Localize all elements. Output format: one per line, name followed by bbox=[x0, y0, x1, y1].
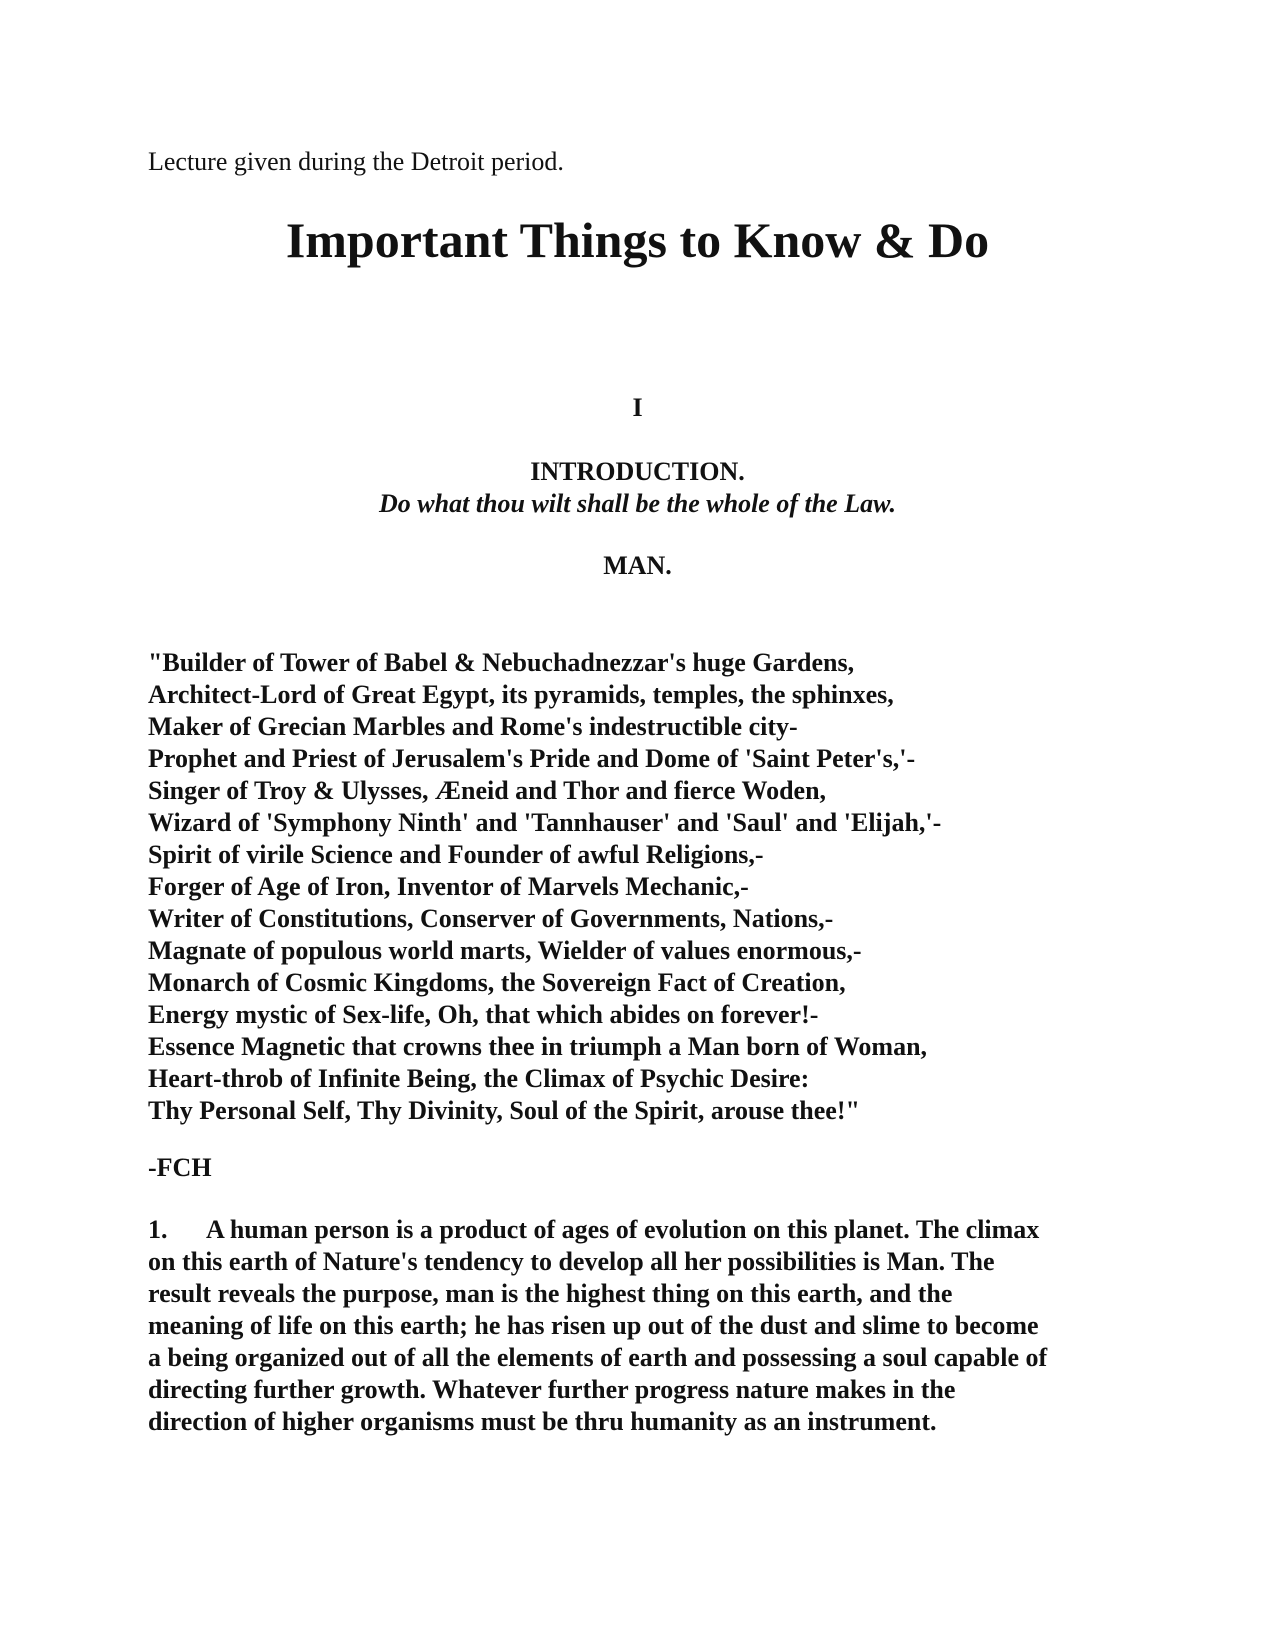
poem-line: Forger of Age of Iron, Inventor of Marvels Mechanic,- bbox=[148, 872, 749, 901]
paragraph-1 bbox=[148, 1214, 1128, 1438]
paragraph-line-text: A human person is a product of ages of evolution on this planet. The climax bbox=[206, 1215, 1040, 1244]
poem-line: Architect-Lord of Great Egypt, its pyramids, temples, the sphinxes, bbox=[148, 680, 894, 709]
poem-line: Monarch of Cosmic Kingdoms, the Sovereign Fact of Creation, bbox=[148, 968, 846, 997]
poem-line: Magnate of populous world marts, Wielder of values enormous,- bbox=[148, 936, 862, 965]
paragraph-line: directing further growth. Whatever further progress nature makes in the bbox=[148, 1375, 956, 1404]
poem-line: Wizard of 'Symphony Ninth' and 'Tannhauser' and 'Saul' and 'Elijah,'- bbox=[148, 808, 942, 837]
poem-signature: -FCH bbox=[148, 1153, 212, 1182]
poem-line: Energy mystic of Sex-life, Oh, that which abides on forever!- bbox=[148, 1000, 819, 1029]
law-line: Do what thou wilt shall be the whole of the Law. bbox=[379, 489, 896, 518]
poem-line: Prophet and Priest of Jerusalem's Pride and Dome of 'Saint Peter's,'- bbox=[148, 744, 916, 773]
paragraph-number: 1. bbox=[148, 1215, 168, 1244]
paragraph-line: result reveals the purpose, man is the highest thing on this earth, and the bbox=[148, 1279, 953, 1308]
section-heading: INTRODUCTION. bbox=[530, 457, 745, 486]
paragraph-line: meaning of life on this earth; he has risen up out of the dust and slime to become bbox=[148, 1311, 1039, 1340]
paragraph-line: direction of higher organisms must be thru humanity as an instrument. bbox=[148, 1407, 937, 1436]
paragraph-line: on this earth of Nature's tendency to develop all her possibilities is Man. The bbox=[148, 1247, 995, 1276]
subheading: MAN. bbox=[603, 551, 672, 580]
poem-line: Maker of Grecian Marbles and Rome's indestructible city- bbox=[148, 712, 798, 741]
paragraph-line bbox=[148, 1214, 1128, 1246]
poem-line: Writer of Constitutions, Conserver of Governments, Nations,- bbox=[148, 904, 834, 933]
poem-line: Essence Magnetic that crowns thee in triumph a Man born of Woman, bbox=[148, 1032, 928, 1061]
page-title: Important Things to Know & Do bbox=[285, 212, 990, 268]
poem-line: Spirit of virile Science and Founder of awful Religions,- bbox=[148, 840, 764, 869]
preface-note: Lecture given during the Detroit period. bbox=[148, 147, 564, 176]
poem bbox=[148, 647, 941, 1127]
poem-line: Heart-throb of Infinite Being, the Climax of Psychic Desire: bbox=[148, 1064, 810, 1093]
paragraph-line: a being organized out of all the elements of earth and possessing a soul capable of bbox=[148, 1343, 1048, 1372]
poem-line: Thy Personal Self, Thy Divinity, Soul of the Spirit, arouse thee!" bbox=[148, 1096, 860, 1125]
poem-line: "Builder of Tower of Babel & Nebuchadnezzar's huge Gardens, bbox=[148, 648, 855, 677]
poem-line: Singer of Troy & Ulysses, Æneid and Thor and fierce Woden, bbox=[148, 776, 827, 805]
section-number: I bbox=[632, 393, 643, 422]
